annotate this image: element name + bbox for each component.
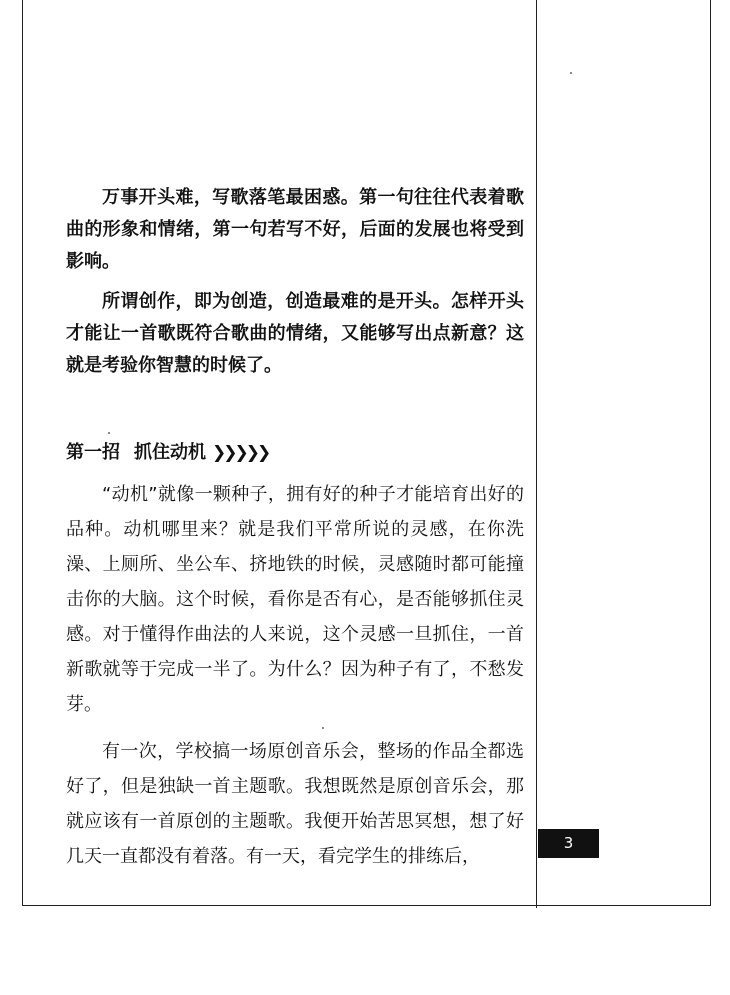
margin-rule [536, 0, 537, 908]
body-text [66, 477, 524, 874]
section-heading [66, 437, 268, 469]
print-speck [322, 727, 324, 729]
body-paragraph: 有一次，学校搞一场原创音乐会，整场的作品全都选好了，但是独缺一首主题歌。我想既然是原创音乐会，那就应该有一首原创的主题歌。我便开始苦思冥想，想了好几天一直都没有着落。有一天，看完学生的排练后， [66, 741, 524, 867]
chevrons-icon: ❯❯❯❯❯ [212, 443, 269, 463]
print-speck [108, 432, 110, 434]
print-speck [570, 72, 572, 74]
page-number: 3 [538, 829, 599, 858]
body-paragraph: “动机”就像一颗种子，拥有好的种子才能培育出好的品种。动机哪里来？就是我们平常所说的灵感，在你洗澡、上厕所、坐公车、挤地铁的时候，灵感随时都可能撞击你的大脑。这个时候，看你是否有心，是否能够抓住灵感。对于懂得作曲法的人来说，这个灵感一旦抓住，一首新歌就等于完成一半了。为什么？因为种子有了，不愁发芽。 [66, 484, 524, 715]
section-number: 第一招 [66, 442, 120, 463]
intro-paragraph: 所谓创作，即为创造，创造最难的是开头。怎样开头才能让一首歌既符合歌曲的情绪，又能够写出点新意？这就是考验你智慧的时候了。 [66, 291, 524, 376]
section-title: 抓住动机 [134, 442, 206, 463]
intro-paragraph: 万事开头难，写歌落笔最困惑。第一句往往代表着歌曲的形象和情绪，第一句若写不好，后面的发展也将受到影响。 [66, 187, 524, 272]
intro-text [66, 182, 524, 382]
